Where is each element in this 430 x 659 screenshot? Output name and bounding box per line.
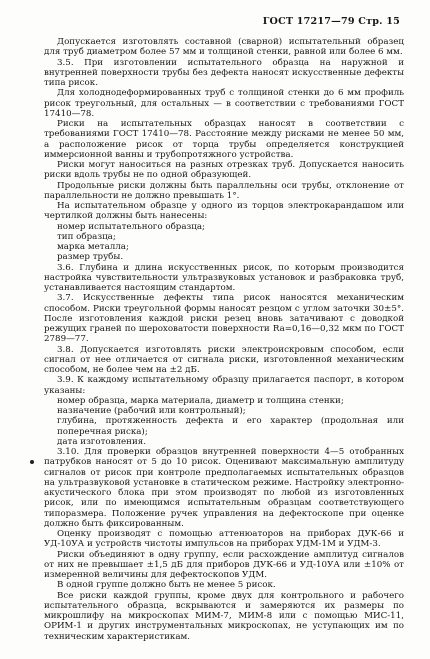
list-item: тип образца; bbox=[57, 231, 116, 242]
paragraph: 3.6. Глубина и длина искусственных рисок, по которым производится настройка чувствительности ультразвуковых установок и разбраковка труб, устанавливается настоящим стандартом. bbox=[44, 262, 404, 293]
paragraph: 3.10. Для проверки образцов внутренней поверхности 4—5 отобранных патрубков наносят от 5 до 10 рисок. Оценивают максимальную амплитуду сигналов от рисок при контроле предполагаемых испытательных образцов на ультразвуковой установке в статическом режиме. Настройку электронно-акустического блока при этом производят по любой из изготовленных рисок, или по имеющимся испытательным образцам соответствующего типоразмера. Положение ручек управления на дефектоскопе при оценке должно быть фиксированным. bbox=[44, 447, 404, 529]
list-item: размер трубы. bbox=[57, 252, 124, 263]
paragraph: Риски объединяют в одну группу, если расхождение амплитуд сигналов от них не превышает ±1,5 дБ для приборов ДУК-66 и УД-10УА или ±10% от измеренной величины для дефектоскопов УДМ. bbox=[44, 549, 404, 580]
margin-dot-mark bbox=[30, 460, 34, 464]
paragraph: Допускается изготовлять составной (сварной) испытательный образец для труб диаметром более 57 мм и толщиной стенки, равной или более 6 мм. bbox=[44, 37, 404, 58]
list-item: глубина, протяженность дефекта и его характер (продольная или поперечная риска); bbox=[57, 416, 404, 437]
paragraph: 3.8. Допускается изготовлять риски электроискровым способом, если сигнал от нее отличается от сигнала риски, изготовленной механическим способом, не более чем на ±2 дБ. bbox=[44, 344, 404, 375]
list-item: назначение (рабочий или контрольный); bbox=[57, 406, 246, 416]
paragraph: Риски на испытательных образцах наносят в соответствии с требованиями ГОСТ 17410—78. Расстояние между рисками не менее 50 мм, а расположение рисок от торца трубы определяется конструкцией иммерсионной ванны и трубопротяжного устройства. bbox=[44, 119, 404, 160]
paragraph: 3.9. К каждому испытательному образцу прилагается паспорт, в котором указаны: bbox=[44, 375, 404, 396]
paragraph: На испытательном образце у одного из торцов электрокарандашом или чертилкой должны быть нанесены: bbox=[44, 201, 404, 222]
paragraph: Для холоднодеформированных труб с толщиной стенки до 6 мм профиль рисок треугольный, для остальных — в соответствии с требованиями ГОСТ 17410—78. bbox=[44, 88, 404, 119]
standard-number: ГОСТ 17217—79 bbox=[262, 16, 355, 27]
document-body bbox=[44, 37, 404, 642]
paragraph: 3.5. При изготовлении испытательного образца на наружной и внутренней поверхности трубы без дефекта наносят искусственные дефекты типа рисок. bbox=[44, 57, 404, 88]
paragraph: Продольные риски должны быть параллельны оси трубы, отклонение от параллельности не должно превышать 1°. bbox=[44, 180, 404, 201]
list-item: номер испытательного образца; bbox=[57, 221, 205, 232]
list-item: дата изготовления. bbox=[57, 436, 146, 447]
list-item: марка металла; bbox=[57, 242, 129, 252]
page-number: Стр. 15 bbox=[358, 16, 400, 27]
paragraph: Оценку производят с помощью аттенюаторов на приборах ДУК-66 и УД-10УА и устройств чистоты импульсов на приборах УДМ-1М и УДМ-3. bbox=[44, 529, 404, 550]
paragraph: Все риски каждой группы, кроме двух для контрольного и рабочего испытательного образца, вскрываются и замеряются их размеры по микрошлифу на микроскопах МИМ-7, МИМ-8 или с помощью МИС-11, ОРИМ-1 и других инструментальных микроскопах, не уступающих им по техническим характеристикам. bbox=[44, 590, 404, 642]
page-header bbox=[263, 16, 400, 27]
paragraph: Риски могут наноситься на разных отрезках труб. Допускается наносить риски вдоль трубы не по одной образующей. bbox=[44, 160, 404, 181]
list-item: номер образца, марка материала, диаметр и толщина стенки; bbox=[57, 395, 344, 406]
paragraph: В одной группе должно быть не менее 5 рисок. bbox=[57, 580, 276, 591]
paragraph: 3.7. Искусственные дефекты типа рисок наносятся механическим способом. Риски треугольной формы наносят резцом с углом заточки 30±5°. После изготовления каждой риски резец вновь затачивают с доводкой режущих граней по шероховатости поверхности Ra=0,16—0,32 мкм по ГОСТ 2789—77. bbox=[44, 293, 404, 345]
